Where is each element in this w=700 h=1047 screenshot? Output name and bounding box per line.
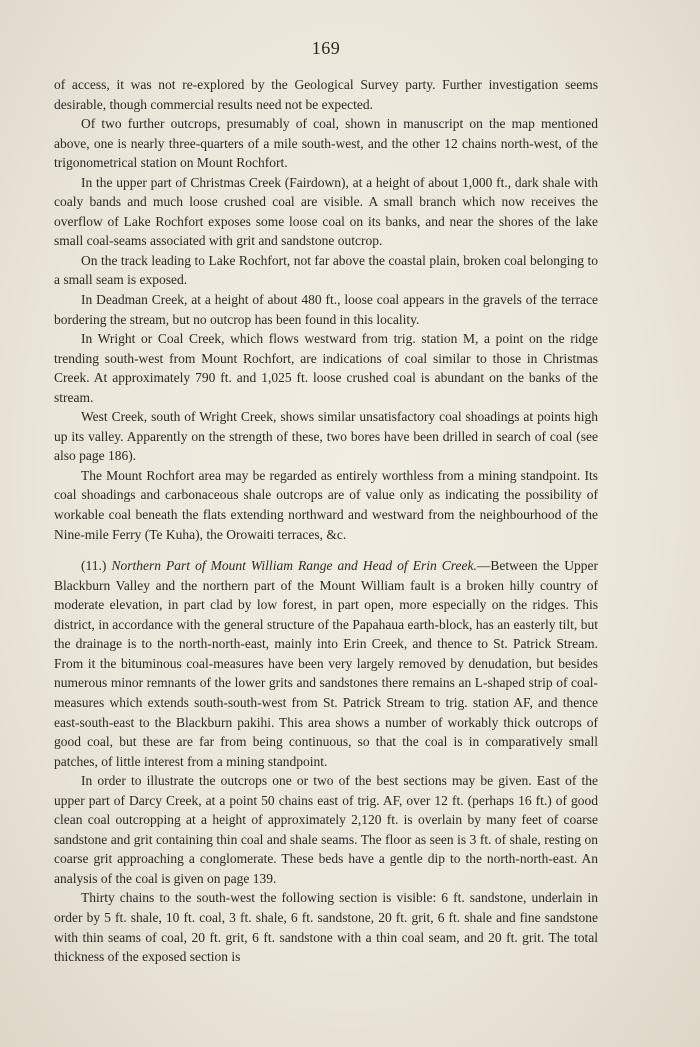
page-number: 169	[311, 38, 341, 58]
paragraph: In Deadman Creek, at a height of about 480 ft., loose coal appears in the gravels of the terrace bordering the stream, but no outcrop has been found in this locality.	[54, 292, 598, 327]
section-number: (11.)	[81, 558, 107, 574]
body-text	[54, 75, 598, 967]
section-heading: Northern Part of Mount William Range and Head of Erin Creek.	[111, 558, 477, 574]
paragraph: Of two further outcrops, presumably of coal, shown in manuscript on the map mentioned above, one is nearly three-quarters of a mile south-west, and the other 12 chains north-west, of the trigonometrical station on Mount Rochfort.	[54, 116, 598, 171]
paragraph: On the track leading to Lake Rochfort, not far above the coastal plain, broken coal belonging to a small seam is exposed.	[54, 252, 598, 288]
paragraph: The Mount Rochfort area may be regarded as entirely worthless from a mining standpoint. Its coal shoadings and carbonaceous shale outcrops are of value only as indicating the possibility of workable coal beneath the flats extending northward and westward from the neighbourhood of the Nine-mile Ferry (Te Kuha), the Orowaiti terraces, &c.	[54, 467, 598, 542]
paragraph: Thirty chains to the south-west the following section is visible: 6 ft. sandstone, underlain in order by 5 ft. shale, 10 ft. coal, 3 ft. shale, 6 ft. sandstone, 20 ft. grit, 6 ft. shale and fine sandstone with thin seams of coal, 20 ft. grit, 6 ft. sandstone with a thin coal seam, and 20 ft. grit. The total thickness of the exposed section is	[54, 890, 598, 965]
section-paragraph	[54, 556, 598, 771]
paragraph: In Wright or Coal Creek, which flows westward from trig. station M, a point on the ridge trending south-west from Mount Rochfort, are indications of coal similar to those in Christmas Creek. At approximately 790 ft. and 1,025 ft. loose crushed coal is abundant on the banks of the stream.	[54, 331, 598, 405]
paragraph: of access, it was not re-explored by the Geological Survey party. Further investigation seems desirable, though commercial results need not be expected.	[54, 77, 598, 112]
section-text: —Between the Upper Blackburn Valley and the northern part of the Mount William fault is a broken hilly country of moderate elevation, in part clad by low forest, in part open, more especially on the ridges. This district, in accordance with the general structure of the Papahaua earth-block, has an easterly tilt, but the drainage is to the north-north-east, mainly into Erin Creek, and thence to St. Patrick Stream. From it the bituminous coal-measures have been very largely removed by denudation, but besides numerous minor remnants of the lower grits and sandstones there remains an L-shaped strip of coal-measures which extends south-south-west from St. Patrick Stream to trig. station AF, and thence east-south-east to the Blackburn pakihi. This area shows a number of workably thick outcrops of good coal, but these are far from being continuous, so that the coal is in comparatively small patches, of little interest from a mining standpoint.	[54, 558, 598, 769]
paragraph: In order to illustrate the outcrops one or two of the best sections may be given. East of the upper part of Darcy Creek, at a point 50 chains east of trig. AF, over 12 ft. (perhaps 16 ft.) of good clean coal outcropping at a height of approximately 2,120 ft. is overlain by many feet of coarse sandstone and grit containing thin coal and shale seams. The floor as seen is 3 ft. of shale, resting on coarse grit approaching a conglomerate. These beds have a gentle dip to the north-north-east. An analysis of the coal is given on page 139.	[54, 773, 598, 886]
paragraph: West Creek, south of Wright Creek, shows similar unsatisfactory coal shoadings at points high up its valley. Apparently on the strength of these, two bores have been drilled in search of coal (see also page 186).	[54, 409, 598, 464]
paragraph: In the upper part of Christmas Creek (Fairdown), at a height of about 1,000 ft., dark shale with coaly bands and much loose crushed coal are visible. A small branch which now receives the overflow of Lake Rochfort exposes some loose coal on its banks, and near the shores of the lake small coal-seams associated with grit and sandstone outcrop.	[54, 174, 598, 249]
